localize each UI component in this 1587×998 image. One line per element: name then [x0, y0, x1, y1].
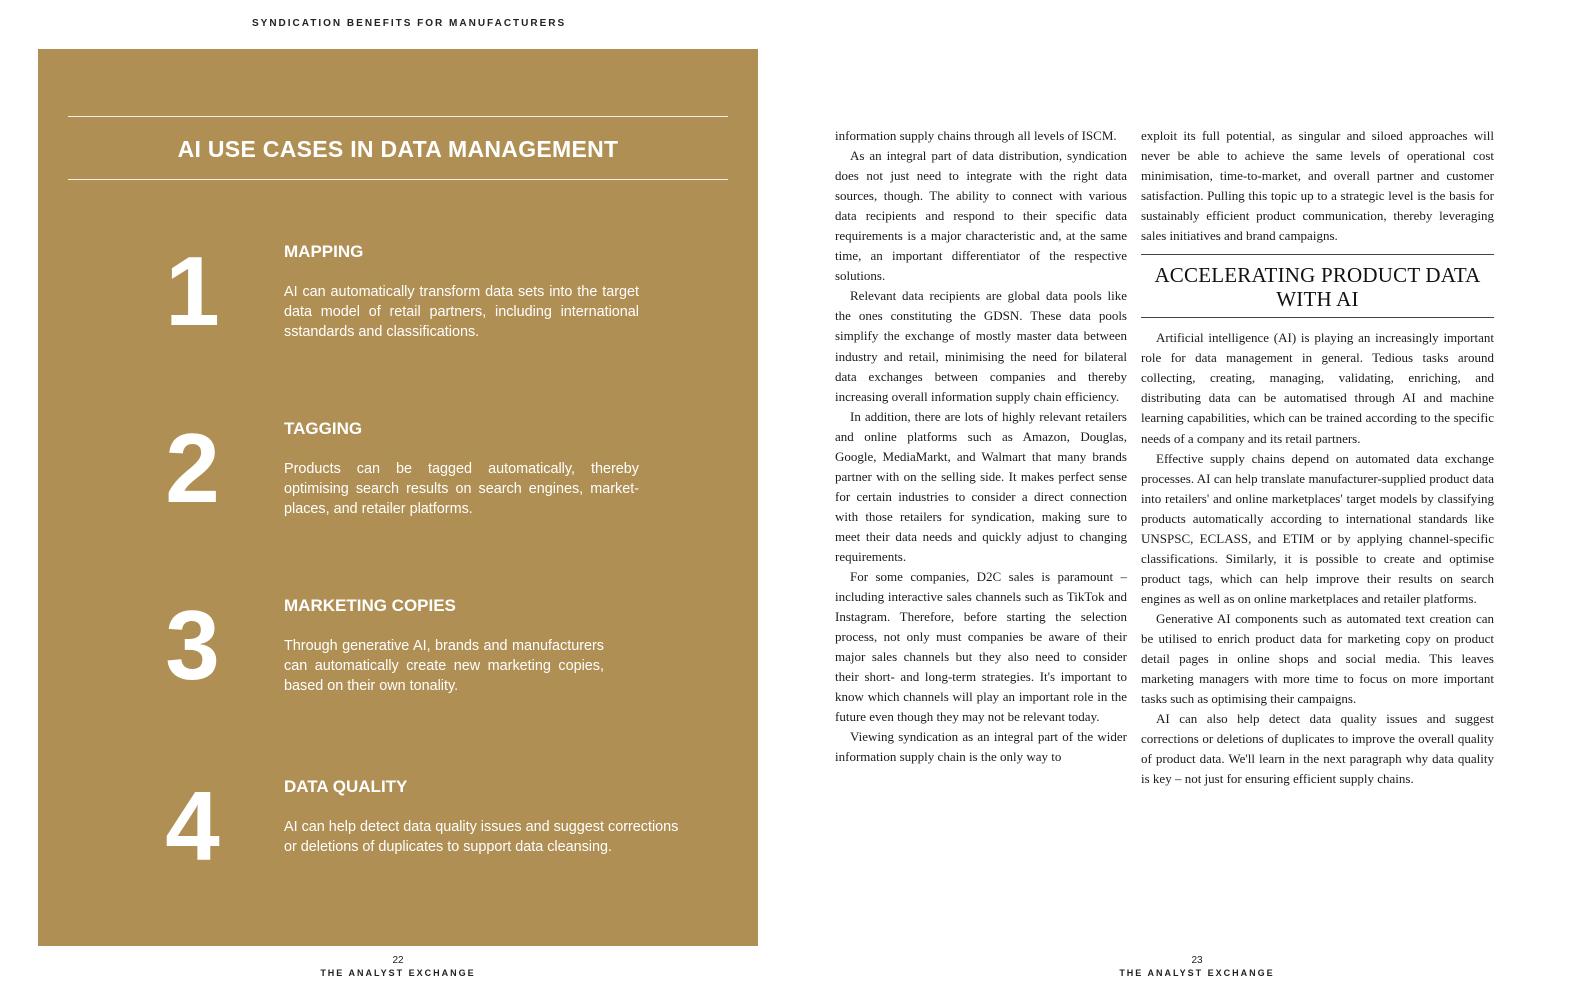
- article-paragraph: exploit its full potential, as singular and siloed approaches will never be able to achieve the same levels of operational cost minimisation, time-to-market, and overall partner and customer satisfaction. Pulling this topic up to a strategic level is the basis for sustainably efficient product communication, thereby leveraging sales initiatives and brand campaigns.: [1141, 128, 1494, 244]
- use-case-number: 3: [165, 590, 217, 700]
- article-left-column: [835, 126, 1127, 768]
- use-case-body: Through generative AI, brands and manufacturers can automatically create new marketing copies, based on their own tonality.: [284, 638, 604, 694]
- use-case-title: MARKETING COPIES: [284, 596, 456, 615]
- use-case-body: AI can help detect data quality issues and suggest corrections or deletions of duplicates to support data cleansing.: [284, 819, 679, 855]
- article-paragraph: information supply chains through all levels of ISCM.: [835, 128, 1117, 143]
- footer-brand: THE ANALYST EXCHANGE: [1119, 968, 1275, 978]
- use-case-title: TAGGING: [284, 419, 363, 438]
- article-paragraph: Viewing syndication as an integral part of the wider information supply chain is the only way to: [835, 729, 1127, 765]
- section-heading-rule: [1141, 317, 1494, 318]
- use-case-body: AI can automatically transform data sets into the target data model of retail partners, including international sstandards and classifications.: [284, 284, 639, 340]
- section-heading-line: WITH AI: [1276, 287, 1359, 312]
- ai-use-cases-panel: [38, 49, 758, 946]
- left-page-footer: [288, 955, 508, 979]
- article-paragraph: Effective supply chains depend on automated data exchange processes. AI can help translate manufacturer-supplied product data into retailers' and online marketplaces' target models by classifying products automatically according to international standards like UNSPSC, ECLASS, and ETIM or by applying channel-specific classifications. Similarly, it is possible to create and optimise product tags, which can help improve their results on search engines as well as on online marketplaces and retailer platforms.: [1141, 450, 1494, 606]
- panel-top-rule: [68, 116, 728, 117]
- article-paragraph: For some companies, D2C sales is paramount – including interactive sales channels such as TikTok and Instagram. Therefore, before starting the selection process, not only must companies be aware of their major sales channels but they also need to consider their short- and long-term strategies. It's important to know which channels will play an important role in the future even though they may not be relevant today.: [835, 569, 1127, 725]
- use-case-number: 1: [165, 236, 217, 346]
- article-paragraph: Artificial intelligence (AI) is playing an increasingly important role for data management in general. Tedious tasks around collecting, creating, managing, validating, enriching, and distributing data can be automatised through AI and machine learning capabilities, which can be trained according to the specific needs of a company and its retail partners.: [1141, 330, 1494, 446]
- page-number: 23: [1191, 955, 1203, 966]
- use-case-number: 2: [165, 413, 217, 523]
- running-head: SYNDICATION BENEFITS FOR MANUFACTURERS: [252, 18, 567, 29]
- section-heading-rule: [1141, 254, 1494, 255]
- use-case-title: DATA QUALITY: [284, 777, 408, 796]
- page-number: 22: [392, 955, 404, 966]
- use-case-body: Products can be tagged automatically, thereby optimising search results on search engines, market-places, and retailer platforms.: [284, 461, 639, 517]
- article-right-column: [1141, 126, 1494, 789]
- article-paragraph: Generative AI components such as automated text creation can be utilised to enrich product data for marketing copy on product detail pages in online shops and social media. This leaves marketing managers with more time to focus on more important tasks such as optimising their campaigns.: [1141, 610, 1494, 707]
- article-paragraph: In addition, there are lots of highly relevant retailers and online platforms such as Amazon, Douglas, Google, MediaMarkt, and Walmart that many brands partner with on the selling side. It makes perfect sense for certain industries to consider a direct connection with those retailers for syndication, making sure to meet their data needs and quickly adjust to changing requirements.: [835, 408, 1127, 564]
- article-paragraph: Relevant data recipients are global data pools like the ones constituting the GDSN. These data pools simplify the exchange of mostly master data between industry and retail, minimising the need for bilateral data exchanges between companies and thereby increasing overall information supply chain efficiency.: [835, 288, 1127, 404]
- section-heading: [1141, 263, 1494, 311]
- right-page-footer: [1087, 955, 1307, 979]
- use-case-title: MAPPING: [284, 242, 364, 261]
- panel-title: AI USE CASES IN DATA MANAGEMENT: [177, 136, 619, 162]
- footer-brand: THE ANALYST EXCHANGE: [320, 968, 476, 978]
- article-paragraph: As an integral part of data distribution, syndication does not just need to integrate with the right data sources, though. The ability to connect with various data recipients and respond to their specific data requirements is a major characteristic and, at the same time, an important differentiator of the respective solutions.: [835, 148, 1127, 284]
- panel-bottom-rule: [68, 179, 728, 180]
- use-case-number: 4: [165, 771, 217, 881]
- section-heading-line: ACCELERATING PRODUCT DATA: [1154, 263, 1481, 288]
- article-paragraph: AI can also help detect data quality issues and suggest corrections or deletions of duplicates to improve the overall quality of product data. We'll learn in the next paragraph why data quality is key – not just for ensuring efficient supply chains.: [1141, 711, 1494, 787]
